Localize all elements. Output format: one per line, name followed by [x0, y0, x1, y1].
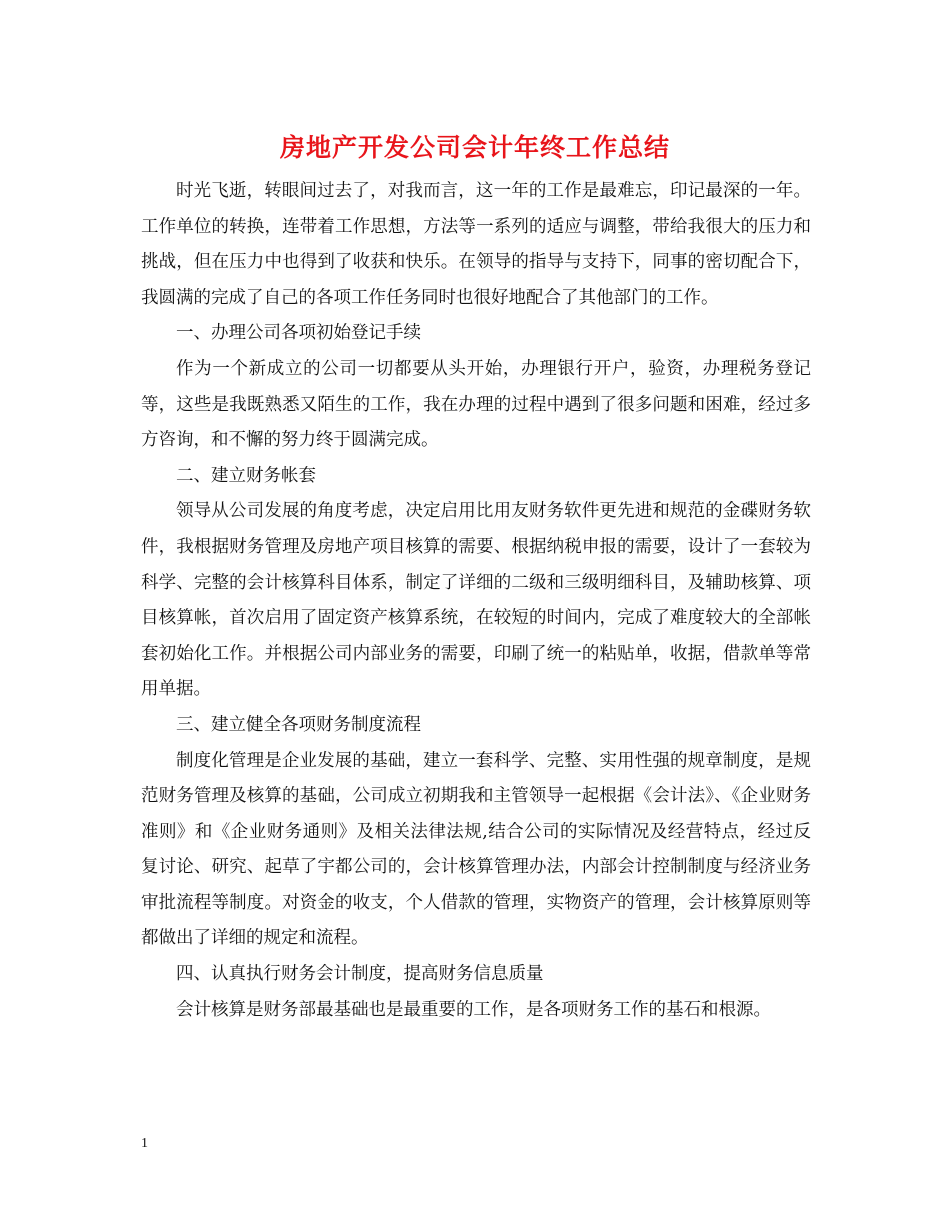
section-heading-2: 二、建立财务帐套	[176, 465, 316, 486]
section-heading-3: 三、建立健全各项财务制度流程	[176, 714, 421, 735]
document-body	[141, 174, 811, 1028]
section-heading-4: 四、认真执行财务会计制度，提高财务信息质量	[176, 964, 544, 985]
paragraph-section-4: 会计核算是财务部最基础也是最重要的工作，是各项财务工作的基石和根源。	[176, 999, 771, 1020]
page-number: 1	[141, 1136, 148, 1151]
paragraph-section-1: 作为一个新成立的公司一切都要从头开始，办理银行开户，验资，办理税务登记等，这些是我既熟悉又陌生的工作，我在办理的过程中遇到了很多问题和困难，经过多方咨询，和不懈的努力终于圆满完成。	[141, 358, 811, 451]
paragraph-intro: 时光飞逝，转眼间过去了，对我而言，这一年的工作是最难忘，印记最深的一年。工作单位的转换，连带着工作思想，方法等一系列的适应与调整，带给我很大的压力和挑战，但在压力中也得到了收获和快乐。在领导的指导与支持下，同事的密切配合下，我圆满的完成了自己的各项工作任务同时也很好地配合了其他部门的工作。	[141, 181, 811, 308]
section-heading-1: 一、办理公司各项初始登记手续	[176, 323, 421, 344]
document-title: 房地产开发公司会计年终工作总结	[279, 133, 670, 162]
paragraph-section-2: 领导从公司发展的角度考虑，决定启用比用友财务软件更先进和规范的金碟财务软件，我根据财务管理及房地产项目核算的需要、根据纳税申报的需要，设计了一套较为科学、完整的会计核算科目体系，制定了详细的二级和三级明细科目，及辅助核算、项目核算帐，首次启用了固定资产核算系统，在较短的时间内，完成了难度较大的全部帐套初始化工作。并根据公司内部业务的需要，印刷了统一的粘贴单，收据，借款单等常用单据。	[141, 501, 811, 700]
paragraph-section-3: 制度化管理是企业发展的基础，建立一套科学、完整、实用性强的规章制度，是规范财务管理及核算的基础，公司成立初期我和主管领导一起根据《会计法》、《企业财务准则》和《企业财务通则》及相关法律法规,结合公司的实际情况及经营特点，经过反复讨论、研究、起草了宇都公司的，会计核算管理办法，内部会计控制制度与经济业务审批流程等制度。对资金的收支，个人借款的管理，实物资产的管理，会计核算原则等都做出了详细的规定和流程。	[141, 750, 811, 949]
